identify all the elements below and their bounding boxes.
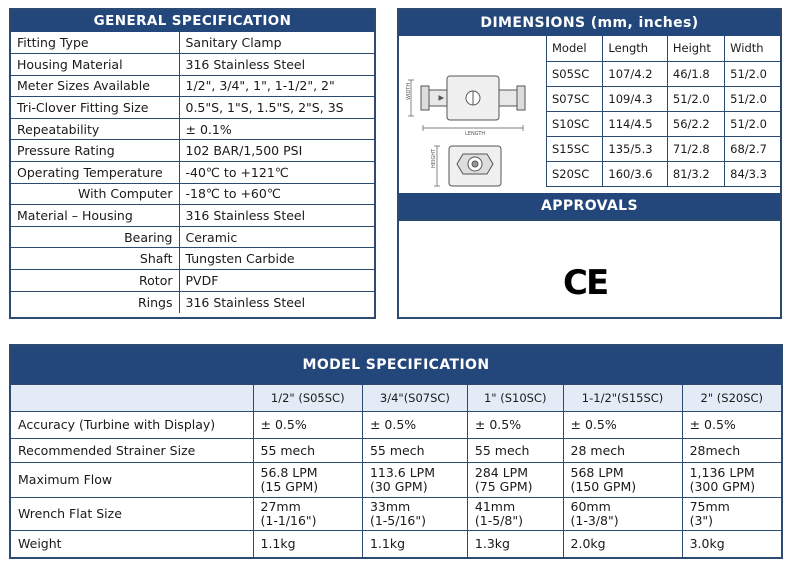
length-cell: 160/3.6 — [603, 161, 667, 186]
row-label: Weight — [11, 531, 253, 557]
spec-label: Shaft — [11, 248, 179, 270]
spec-value: -18℃ to +60℃ — [179, 183, 374, 205]
model-cell: S07SC — [547, 86, 603, 111]
table-cell — [362, 498, 467, 531]
height-cell: 56/2.2 — [667, 111, 724, 136]
cell-line: 75mm — [689, 499, 730, 514]
table-row — [11, 140, 374, 162]
cell-line: 60mm — [570, 499, 611, 514]
cell-line: 41mm — [474, 499, 516, 514]
spec-label: Rotor — [11, 270, 179, 292]
table-cell: 55 mech — [253, 439, 362, 463]
cell-line: (300 GPM) — [689, 479, 756, 494]
cell-line: 33mm — [369, 499, 411, 514]
spec-value: 316 Stainless Steel — [179, 291, 374, 313]
meter-dimension-drawing — [399, 36, 546, 193]
height-cell: 81/3.2 — [667, 161, 724, 186]
cell-line: (75 GPM) — [474, 479, 533, 494]
height-label: HEIGHT — [431, 148, 437, 168]
table-row — [11, 162, 374, 184]
cell-line: 56.8 LPM — [260, 465, 318, 480]
length-cell: 114/4.5 — [603, 111, 667, 136]
table-row — [11, 531, 781, 557]
table-cell — [563, 498, 682, 531]
table-cell — [253, 463, 362, 498]
cell-line: (1-3/8") — [570, 513, 619, 528]
spec-label: Pressure Rating — [11, 140, 179, 162]
width-cell: 51/2.0 — [725, 111, 780, 136]
column-header: Model — [547, 36, 603, 61]
column-header: 3/4"(S07SC) — [362, 385, 467, 412]
table-row — [11, 439, 781, 463]
table-row — [11, 248, 374, 270]
dimensions-panel — [397, 8, 782, 319]
table-cell: 28mech — [682, 439, 781, 463]
table-cell — [362, 463, 467, 498]
row-label: Maximum Flow — [11, 463, 253, 498]
spec-label: Rings — [11, 291, 179, 313]
column-header: Height — [667, 36, 724, 61]
cell-line: 27mm — [260, 499, 301, 514]
table-row — [11, 183, 374, 205]
table-cell: 28 mech — [563, 439, 682, 463]
spec-label: With Computer — [11, 183, 179, 205]
spec-label: Repeatability — [11, 118, 179, 140]
table-cell: 55 mech — [362, 439, 467, 463]
cell-line: 568 LPM — [570, 465, 624, 480]
width-label: WIDTH — [406, 82, 412, 100]
column-header: 1/2" (S05SC) — [253, 385, 362, 412]
model-specification-panel — [9, 344, 783, 559]
spec-value: 102 BAR/1,500 PSI — [179, 140, 374, 162]
table-row — [11, 270, 374, 292]
model-cell: S15SC — [547, 136, 603, 161]
table-cell: ± 0.5% — [467, 412, 563, 439]
table-cell: 1.3kg — [467, 531, 563, 557]
meter-drawing-svg — [399, 36, 546, 193]
table-header-row — [547, 36, 781, 61]
row-label: Wrench Flat Size — [11, 498, 253, 531]
width-cell: 68/2.7 — [725, 136, 780, 161]
table-cell — [467, 463, 563, 498]
table-cell — [682, 498, 781, 531]
table-row — [11, 498, 781, 531]
height-cell: 46/1.8 — [667, 61, 724, 86]
cell-line: (1-5/8") — [474, 513, 523, 528]
spec-label: Housing Material — [11, 54, 179, 76]
table-cell: ± 0.5% — [362, 412, 467, 439]
spec-label: Material – Housing — [11, 205, 179, 227]
table-cell — [467, 498, 563, 531]
width-cell: 51/2.0 — [725, 61, 780, 86]
dimensions-title: DIMENSIONS (mm, inches) — [399, 10, 780, 36]
cell-line: (1-1/16") — [260, 513, 317, 528]
table-row — [11, 118, 374, 140]
cell-line: (30 GPM) — [369, 479, 428, 494]
spec-value: Ceramic — [179, 226, 374, 248]
cell-line: (15 GPM) — [260, 479, 319, 494]
model-specification-title: MODEL SPECIFICATION — [11, 346, 781, 384]
height-cell: 71/2.8 — [667, 136, 724, 161]
table-cell — [253, 498, 362, 531]
spec-value: 1/2", 3/4", 1", 1-1/2", 2" — [179, 75, 374, 97]
model-specification-table — [11, 384, 781, 557]
table-cell: 1.1kg — [362, 531, 467, 557]
general-specification-table — [11, 32, 374, 313]
spec-value: 0.5"S, 1"S, 1.5"S, 2"S, 3S — [179, 97, 374, 119]
spec-value: ± 0.1% — [179, 118, 374, 140]
spec-label: Tri-Clover Fitting Size — [11, 97, 179, 119]
spec-value: Tungsten Carbide — [179, 248, 374, 270]
table-cell — [682, 463, 781, 498]
model-cell: S10SC — [547, 111, 603, 136]
column-header-blank — [11, 385, 253, 412]
spec-label: Meter Sizes Available — [11, 75, 179, 97]
table-row — [11, 291, 374, 313]
table-cell — [563, 463, 682, 498]
table-row — [11, 54, 374, 76]
table-row — [547, 61, 781, 86]
dimensions-table — [546, 36, 780, 187]
spec-value: PVDF — [179, 270, 374, 292]
spec-value: 316 Stainless Steel — [179, 205, 374, 227]
table-row — [11, 97, 374, 119]
cell-line: (1-5/16") — [369, 513, 426, 528]
table-row — [547, 111, 781, 136]
approvals-title: APPROVALS — [399, 193, 780, 219]
table-row — [11, 412, 781, 439]
table-header-row — [11, 385, 781, 412]
table-row — [11, 226, 374, 248]
cell-line: 113.6 LPM — [369, 465, 435, 480]
height-cell: 51/2.0 — [667, 86, 724, 111]
cell-line: 284 LPM — [474, 465, 529, 480]
column-header: 1" (S10SC) — [467, 385, 563, 412]
width-cell: 84/3.3 — [725, 161, 780, 186]
table-row — [547, 86, 781, 111]
row-label: Accuracy (Turbine with Display) — [11, 412, 253, 439]
column-header: 1-1/2"(S15SC) — [563, 385, 682, 412]
cell-line: (3") — [689, 513, 714, 528]
model-cell: S05SC — [547, 61, 603, 86]
general-specification-title: GENERAL SPECIFICATION — [11, 10, 374, 32]
ce-mark-icon: CE — [563, 263, 608, 303]
table-row — [547, 161, 781, 186]
column-header: Length — [603, 36, 667, 61]
cell-line: 1,136 LPM — [689, 465, 755, 480]
cell-line: (150 GPM) — [570, 479, 637, 494]
table-cell: 2.0kg — [563, 531, 682, 557]
row-label: Recommended Strainer Size — [11, 439, 253, 463]
table-row — [11, 32, 374, 54]
column-header: Width — [725, 36, 780, 61]
general-specification-panel — [9, 8, 376, 319]
table-row — [11, 75, 374, 97]
spec-label: Operating Temperature — [11, 162, 179, 184]
table-cell: 3.0kg — [682, 531, 781, 557]
table-row — [547, 136, 781, 161]
table-row — [11, 205, 374, 227]
length-cell: 107/4.2 — [603, 61, 667, 86]
spec-label: Fitting Type — [11, 32, 179, 54]
length-cell: 135/5.3 — [603, 136, 667, 161]
table-cell: 1.1kg — [253, 531, 362, 557]
spec-value: Sanitary Clamp — [179, 32, 374, 54]
length-label: LENGTH — [465, 131, 486, 137]
approvals-body — [399, 219, 780, 317]
spec-value: -40℃ to +121℃ — [179, 162, 374, 184]
table-cell: 55 mech — [467, 439, 563, 463]
column-header: 2" (S20SC) — [682, 385, 781, 412]
table-cell: ± 0.5% — [682, 412, 781, 439]
spec-value: 316 Stainless Steel — [179, 54, 374, 76]
spec-label: Bearing — [11, 226, 179, 248]
length-cell: 109/4.3 — [603, 86, 667, 111]
table-cell: ± 0.5% — [253, 412, 362, 439]
width-cell: 51/2.0 — [725, 86, 780, 111]
table-cell: ± 0.5% — [563, 412, 682, 439]
table-row — [11, 463, 781, 498]
model-cell: S20SC — [547, 161, 603, 186]
